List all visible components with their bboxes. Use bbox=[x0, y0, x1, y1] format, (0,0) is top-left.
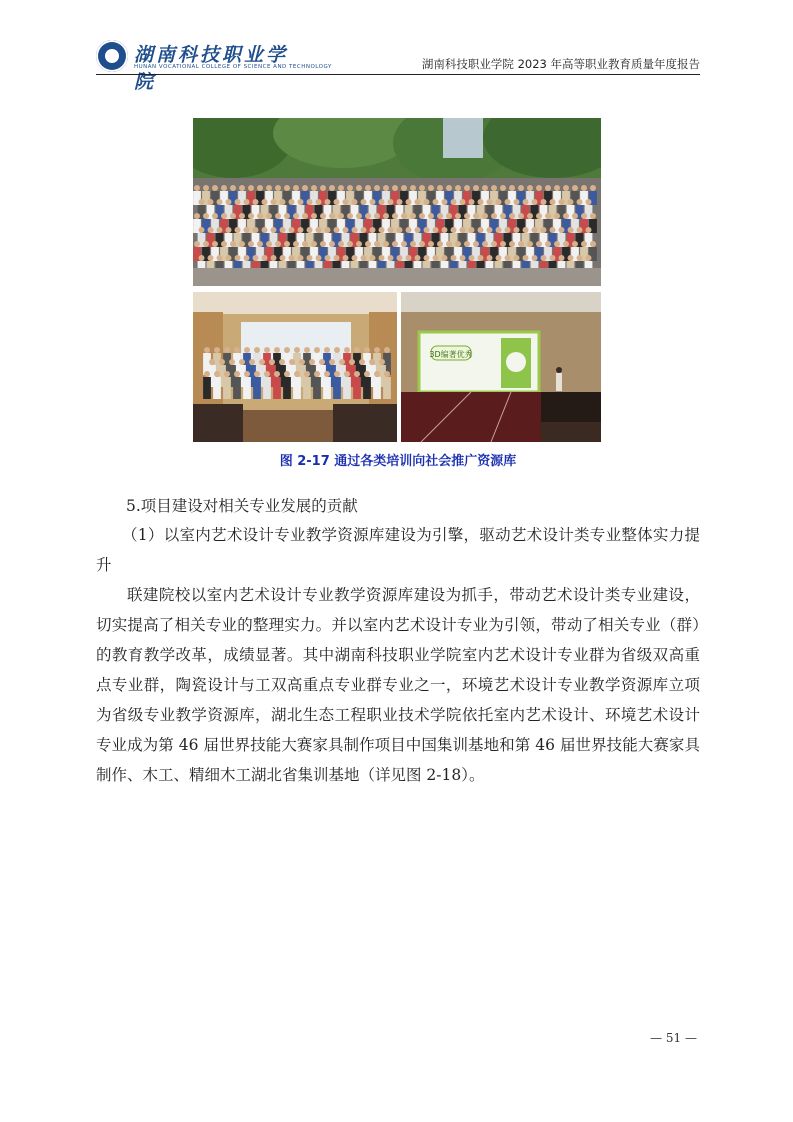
section-heading: 5.项目建设对相关专业发展的贡献 bbox=[126, 497, 358, 515]
paragraph-body: 联建院校以室内艺术设计专业教学资源库建设为抓手，带动艺术设计类专业建设，切实提高了相关专业的整理实力。并以室内艺术设计专业为引领，带动了相关专业（群）的教育教学改革，成绩显著。其中湖南科技职业学院室内艺术设计专业群为省级双高重点专业群，陶瓷设计与工双高重点专业群专业之一，环境艺术设计专业教学资源库立项为省级专业教学资源库，湖北生态工程职业技术学院依托室内艺术设计、环境艺术设计专业成为第 46 届世界技能大赛家具制作项目中国集训基地和第 46 届世界技能大赛家具制作、木工、精细木工湖北省集训基地（详见图 2-18）。 bbox=[96, 586, 700, 784]
screen-text: 3D编著优秀 bbox=[429, 350, 473, 359]
report-title: 湖南科技职业学院 2023 年高等职业教育质量年度报告 bbox=[421, 57, 700, 71]
group-photo-outdoor bbox=[193, 118, 601, 286]
page-header bbox=[96, 40, 700, 93]
logo-english-name: HUNAN VOCATIONAL COLLEGE OF SCIENCE AND TECHNOLOGY bbox=[134, 64, 332, 70]
college-logo bbox=[96, 40, 332, 93]
page-number: — 51 — bbox=[650, 1031, 697, 1045]
group-photo-conference-room bbox=[193, 292, 397, 442]
presentation-stage-photo bbox=[401, 292, 601, 442]
header-divider bbox=[96, 74, 700, 75]
logo-college-name: 湖南科技职业学院 bbox=[134, 44, 289, 93]
paragraph-subheading: （1）以室内艺术设计专业教学资源库建设为引擎，驱动艺术设计类专业整体实力提升 bbox=[96, 526, 700, 574]
college-seal-icon bbox=[96, 40, 128, 72]
figure-caption: 图 2-17 通过各类培训向社会推广资源库 bbox=[279, 454, 517, 469]
